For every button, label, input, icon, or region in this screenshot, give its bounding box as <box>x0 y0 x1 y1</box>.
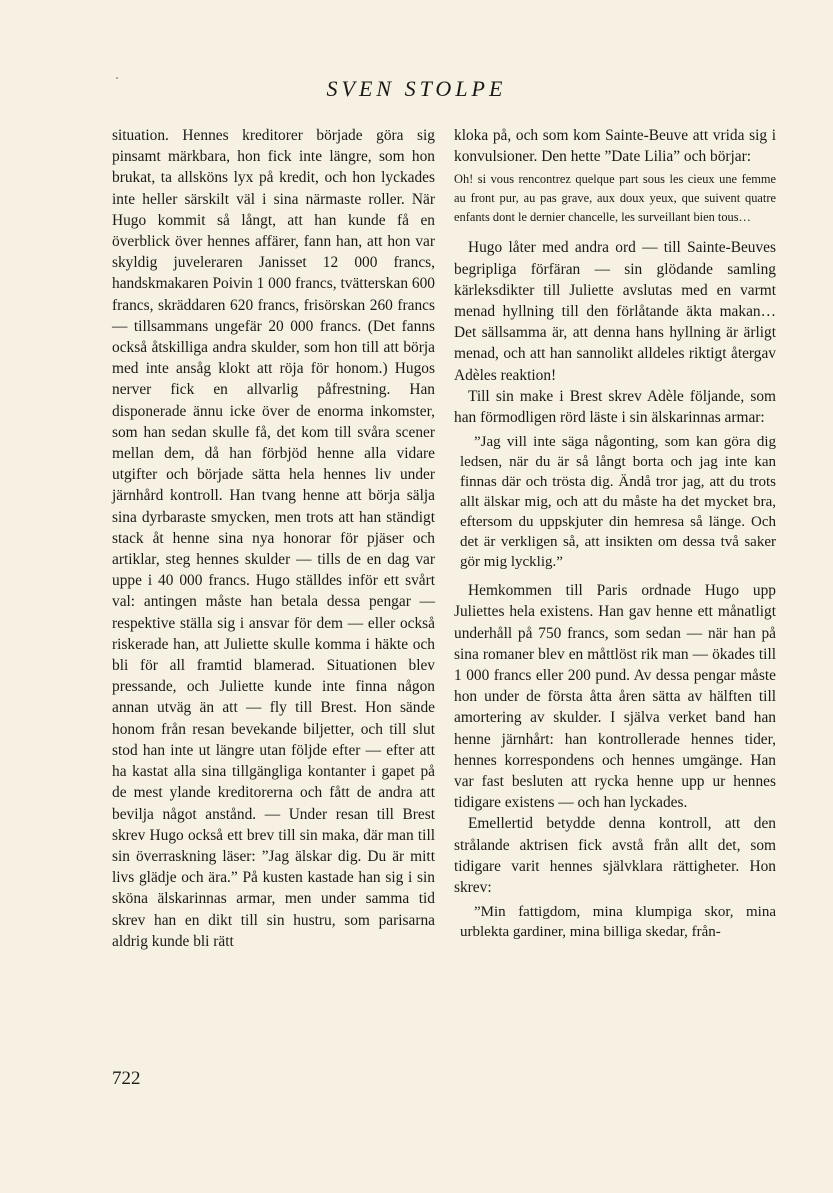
paragraph: Till sin make i Brest skrev Adèle följande, som han förmodligen rörd läste i sin älskarinnas armar: <box>454 387 776 427</box>
paragraph: Hugo låter med andra ord — till Sainte-Beuves begripliga förfäran — sin glödande samling kärleksdikter till Juliette avslutas med en varmt menad hyllning till den förlåtande äkta makan… Det sällsamma är, att denna hans hyllning är ärligt menad, och att han sannolikt alldeles riktigt återgav Adèles reaktion! <box>454 239 776 384</box>
right-column <box>454 125 776 950</box>
page-number: 722 <box>112 1068 141 1089</box>
left-column <box>112 125 435 952</box>
running-head: SVEN STOLPE <box>326 76 507 101</box>
paragraph: kloka på, och som kom Sainte-Beuve att vrida sig i konvulsioner. Den hette ”Date Lilia” och börjar: <box>454 127 776 166</box>
letter-quote: ”Min fattigdom, mina klumpiga skor, mina urblekta gardiner, mina billiga skedar, från- <box>460 904 776 941</box>
poem-excerpt: Oh! si vous rencontrez quelque part sous les cieux une femme au front pur, au pas grave, aux doux yeux, que suivent quatre enfants dont le dernier chancelle, les surveillant bien tous… <box>454 172 776 225</box>
paragraph: Hemkommen till Paris ordnade Hugo upp Juliettes hela existens. Han gav henne ett månatligt underhåll på 750 francs, som sedan — när han på sina romaner blev en måttlöst rik man — ökades till 1 000 francs eller 200 pund. Av dessa pengar måste hon under de första åtta åren sätta av hälften till amortering av skulder. I själva verket band han henne järnhårt: han kontrollerade hennes tider, hennes korrespondens och hennes umgänge. Han var fast besluten att rycka henne upp ur hennes tidigare existens — och han lyckades. <box>454 582 776 812</box>
paragraph: situation. Hennes kreditorer började göra sig pinsamt märkbara, hon fick inte längre, som hon brukat, ta allsköns lyx på kredit, och hon lyckades inte heller särskilt väl i sina närmaste roller. När Hugo kommit så långt, att han kunde få en överblick över hennes affärer, fann han, att hon var skyldig juveleraren Janisset 12 000 francs, handskmakaren Poivin 1 000 francs, tvätterskan 600 francs, skräddaren 620 francs, frisörskan 260 francs — tillsammans ungefär 20 000 francs. (Det fanns också åtskilliga andra skulder, som hon till att börja med inte ansåg klokt att röja för honom.) Hugos nerver fick en allvarlig påfrestning. Han disponerade ännu icke över de enorma inkomster, som han sedan skulle få, det kom till svåra scener mellan dem, då han förbjöd henne alla vidare utgifter och började sätta hela hennes liv under järnhård kontroll. Han tvang henne att börja sälja sina dyrbaraste smycken, men trots att han ständigt stack åt henne sina nya honorar för pjäser och artiklar, steg hennes skulder — tills de en dag var uppe i 40 000 francs. Hugo ställdes inför ett svårt val: antingen måste han betala dessa pengar — respektive ställa sig i ansvar för dem — eller också riskerade han, att Juliette skulle komma i häkte och bli för all framtid blamerad. Situationen blev pressande, och Juliette kunde inte finna någon annan utväg än att — fly till Brest. Hon sände honom från resan bevekande biljetter, och till slut stod han inte ut längre utan följde efter — efter att ha kastat alla sina tillgängliga kontanter i gapet på de mest ylande kreditorerna och fått de andra att bevilja något anstånd. — Under resan till Brest skrev Hugo också ett brev till sin maka, där man till sin överraskning läser: ”Jag älskar dig. Du är mitt livs glädje och ära.” På kusten kastade han sig i sin sköna älskarinnas armar, men under samma tid skrev han en dikt till sin hustru, som parisarna aldrig kunde bli rätt <box>112 127 435 950</box>
letter-quote: ”Jag vill inte säga någonting, som kan göra dig ledsen, när du är så långt borta och jag inte kan finnas där och trösta dig. Ändå tror jag, att du trots allt älskar mig, och att du måste ha det mycket bra, eftersom du uppskjuter din hemresa så länge. Och det är verkligen så, att insikten om dessa två saker gör mig lycklig.” <box>460 434 776 571</box>
paragraph: Emellertid betydde denna kontroll, att den strålande aktrisen fick avstå från allt det, som tidigare varit hennes självklara rättigheter. Hon skrev: <box>454 815 776 897</box>
